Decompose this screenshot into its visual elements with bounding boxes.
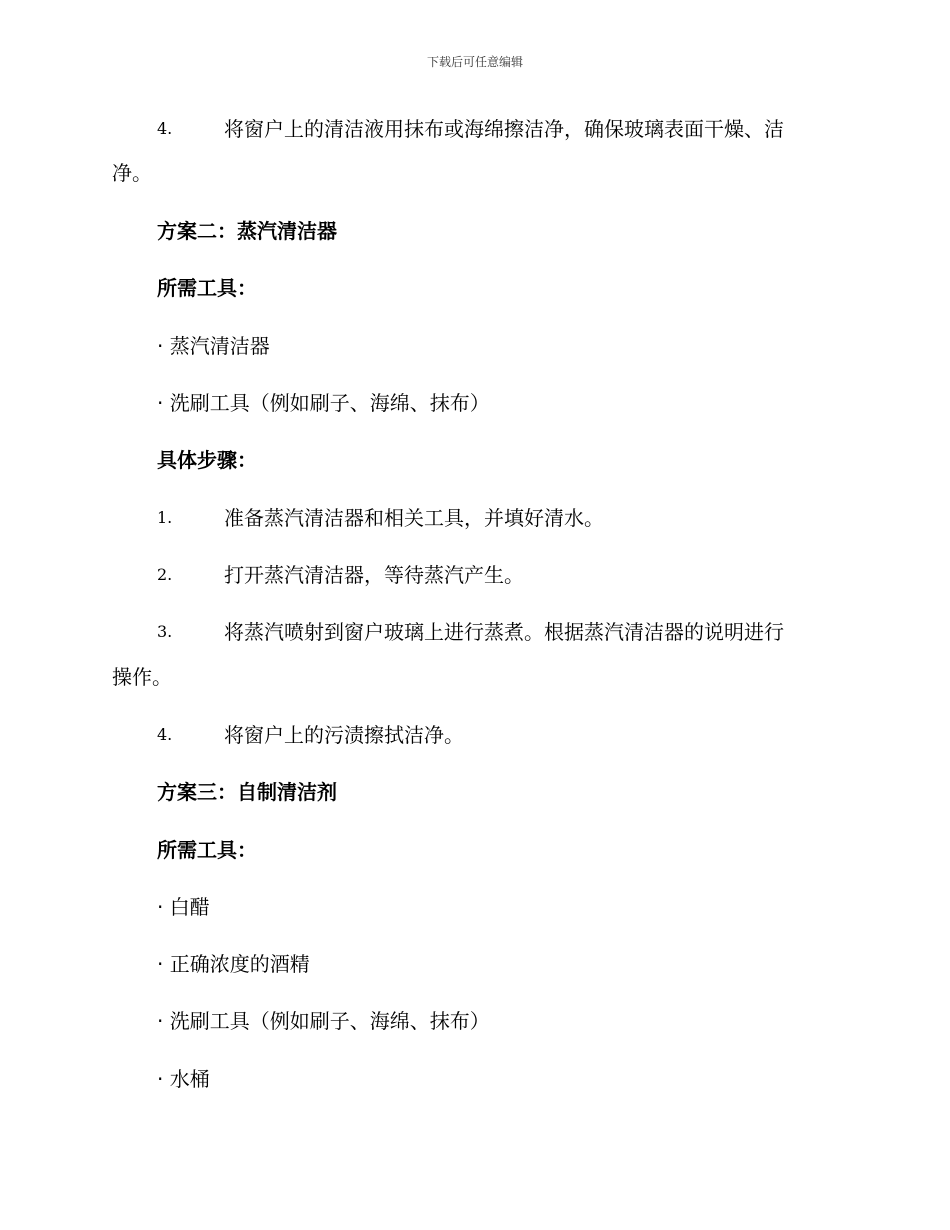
tool-item: · 水桶 xyxy=(157,1067,210,1091)
step-number: 1. xyxy=(157,508,173,527)
step-text-continuation: 操作。 xyxy=(112,665,172,689)
tools-heading: 所需工具： xyxy=(157,276,257,300)
step-text: 打开蒸汽清洁器，等待蒸汽产生。 xyxy=(224,563,524,587)
step-number: 2. xyxy=(157,565,173,584)
step-text: 将窗户上的污渍擦拭洁净。 xyxy=(224,723,464,747)
page-header: 下载后可任意编辑 xyxy=(426,55,523,69)
tool-item: · 洗刷工具（例如刷子、海绵、抹布） xyxy=(157,391,490,415)
step-text: 将蒸汽喷射到窗户玻璃上进行蒸煮。根据蒸汽清洁器的说明进行 xyxy=(224,620,784,644)
steps-heading: 具体步骤： xyxy=(157,448,257,472)
step-text: 将窗户上的清洁液用抹布或海绵擦洁净，确保玻璃表面干燥、洁 xyxy=(224,117,784,141)
tool-item: · 洗刷工具（例如刷子、海绵、抹布） xyxy=(157,1009,490,1033)
tool-item: · 正确浓度的酒精 xyxy=(157,952,310,976)
step-text-continuation: 净。 xyxy=(112,161,152,185)
plan-3-title: 方案三：自制清洁剂 xyxy=(157,780,337,804)
tools-heading: 所需工具： xyxy=(157,838,257,862)
step-number: 4. xyxy=(157,119,173,138)
plan-2-title: 方案二：蒸汽清洁器 xyxy=(157,219,337,243)
step-number: 4. xyxy=(157,725,173,744)
step-text: 准备蒸汽清洁器和相关工具，并填好清水。 xyxy=(224,506,604,530)
tool-item: · 蒸汽清洁器 xyxy=(157,334,270,358)
tool-item: · 白醋 xyxy=(157,895,210,919)
step-number: 3. xyxy=(157,622,173,641)
